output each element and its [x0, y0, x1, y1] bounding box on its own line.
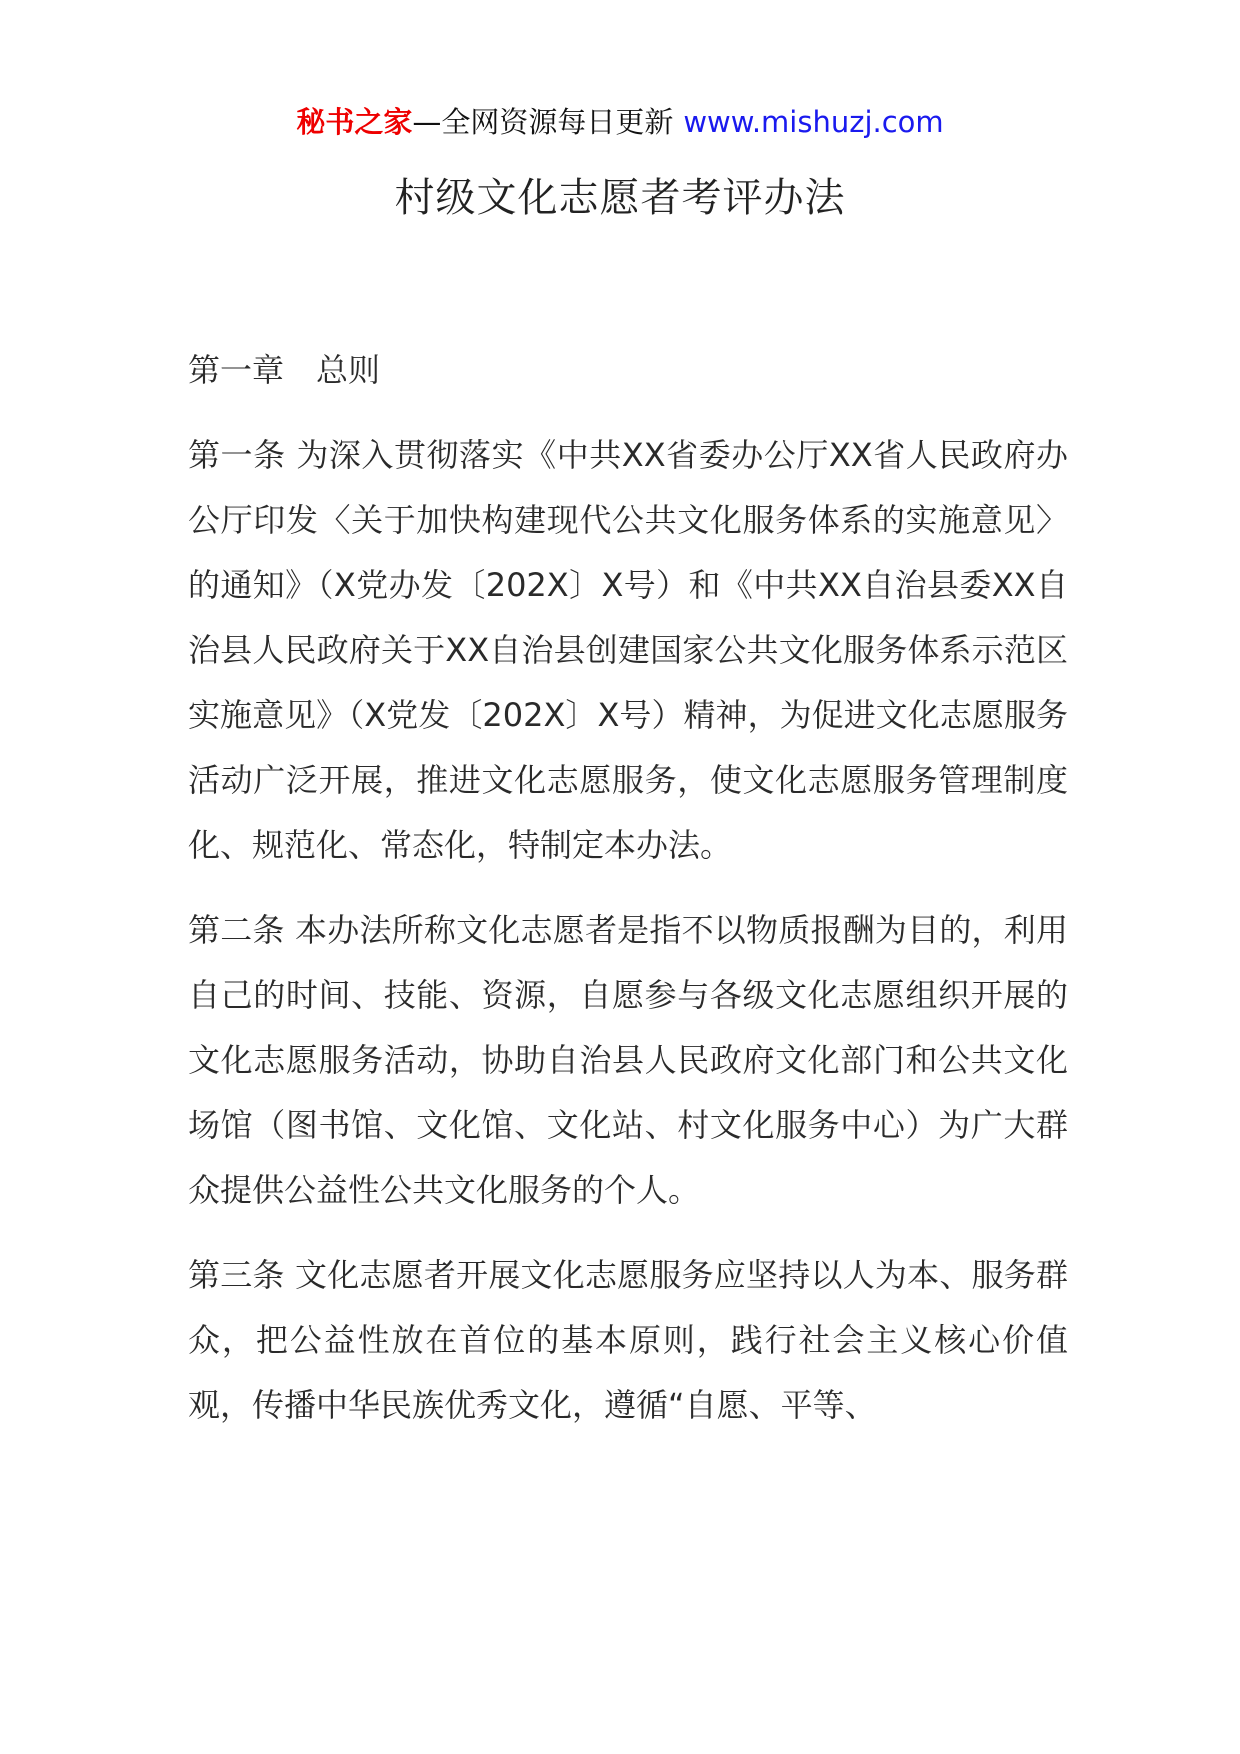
brand-name: 秘书之家 — [296, 105, 413, 139]
document-title: 村级文化志愿者考评办法 — [394, 175, 846, 221]
article-3: 第三条 文化志愿者开展文化志愿服务应坚持以人为本、服务群众，把公益性放在首位的基本原则，践行社会主义核心价值观，传播中华民族优秀文化，遵循“自愿、平等、 — [188, 1256, 1068, 1424]
article-2: 第二条 本办法所称文化志愿者是指不以物质报酬为目的，利用自己的时间、技能、资源，自愿参与各级文化志愿组织开展的文化志愿服务活动，协助自治县人民政府文化部门和公共文化场馆（图书馆、文化馆、文化站、村文化服务中心）为广大群众提供公益性公共文化服务的个人。 — [188, 911, 1068, 1209]
article-1: 第一条 为深入贯彻落实《中共XX省委办公厅XX省人民政府办公厅印发〈关于加快构建现代公共文化服务体系的实施意见〉的通知》（X党办发〔202X〕X号）和《中共XX自治县委XX自治县人民政府关于XX自治县创建国家公共文化服务体系示范区实施意见》（X党发〔202X〕X号）精神，为促进文化志愿服务活动广泛开展，推进文化志愿服务，使文化志愿服务管理制度化、规范化、常态化，特制定本办法。 — [188, 436, 1068, 864]
site-url-link[interactable]: www.mishuzj.com — [683, 105, 944, 139]
banner-tagline: —全网资源每日更新 — [412, 105, 674, 139]
chapter-heading: 第一章 总则 — [188, 351, 381, 389]
site-banner — [0, 102, 1240, 142]
document-body — [188, 338, 1068, 1458]
